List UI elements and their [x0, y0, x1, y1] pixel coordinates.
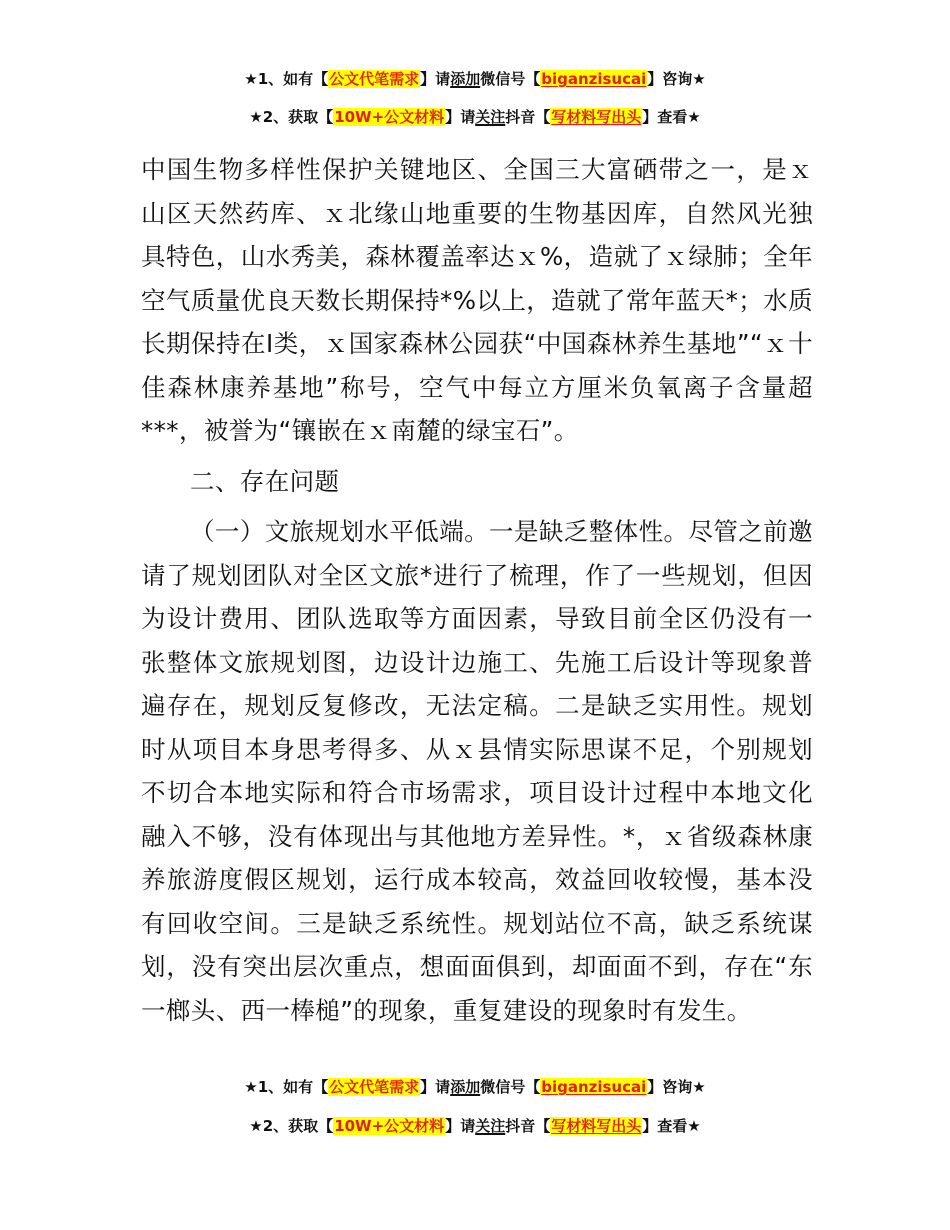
promo-suffix: 】查看★ [642, 1117, 701, 1135]
promo-suffix: 】咨询★ [647, 1078, 706, 1096]
promo-highlight-materials: 10W+公文材料 [334, 108, 445, 126]
promo-underlined-action: 添加 [450, 70, 481, 88]
promo-suffix: 】查看★ [642, 108, 701, 126]
promo-highlight-service: 公文代笔需求 [329, 1078, 420, 1096]
promo-text: 微信号【 [480, 70, 541, 88]
promo-highlight-service: 公文代笔需求 [329, 70, 420, 88]
promo-suffix: 】咨询★ [647, 70, 706, 88]
section-heading: 二、存在问题 [190, 466, 340, 496]
bottom-promo-line-1 [0, 1076, 950, 1098]
promo-prefix: ★2、获取【 [249, 1117, 334, 1135]
document-body [141, 148, 813, 1032]
promo-prefix: ★2、获取【 [249, 108, 334, 126]
bottom-promo-line-2 [0, 1115, 950, 1137]
top-promo-line-1 [0, 68, 950, 90]
promo-text: 抖音【 [505, 1117, 551, 1135]
promo-underlined-action: 添加 [450, 1078, 481, 1096]
promo-text: 抖音【 [505, 108, 551, 126]
body-paragraph: 中国生物多样性保护关键地区、全国三大富硒带之一，是ｘ山区天然药库、ｘ北缘山地重要的生物基因库，自然风光独具特色，山水秀美，森林覆盖率达ｘ%，造就了ｘ绿肺；全年空气质量优良天数长期保持*%以上，造就了常年蓝天*；水质长期保持在Ⅰ类，ｘ国家森林公园获“中国森林养生基地”“ｘ十佳森林康养基地”称号，空气中每立方厘米负氧离子含量超***，被誉为“镶嵌在ｘ南麓的绿宝石”。 [141, 155, 813, 445]
promo-underlined-action: 关注 [475, 1117, 506, 1135]
promo-prefix: ★1、如有【 [244, 70, 329, 88]
promo-text: 】请 [420, 1078, 451, 1096]
promo-text: 微信号【 [480, 1078, 541, 1096]
promo-underlined-action: 关注 [475, 108, 506, 126]
promo-wechat-id[interactable]: biganzisucai [541, 1078, 647, 1096]
promo-text: 】请 [420, 70, 451, 88]
promo-highlight-materials: 10W+公文材料 [334, 1117, 445, 1135]
top-promo-line-2 [0, 106, 950, 128]
promo-douyin-account[interactable]: 写材料写出头 [551, 108, 642, 126]
promo-wechat-id[interactable]: biganzisucai [541, 70, 647, 88]
promo-text: 】请 [445, 1117, 476, 1135]
promo-text: 】请 [445, 108, 476, 126]
body-paragraph: （一）文旅规划水平低端。一是缺乏整体性。尽管之前邀请了规划团队对全区文旅*进行了梳理，作了一些规划，但因为设计费用、团队选取等方面因素，导致目前全区仍没有一张整体文旅规划图，边设计边施工、先施工后设计等现象普遍存在，规划反复修改，无法定稿。二是缺乏实用性。规划时从项目本身思考得多、从ｘ县情实际思谋不足，个别规划不切合本地实际和符合市场需求，项目设计过程中本地文化融入不够，没有体现出与其他地方差异性。*，ｘ省级森林康养旅游度假区规划，运行成本较高，效益回收较慢，基本没有回收空间。三是缺乏系统性。规划站位不高，缺乏系统谋划，没有突出层次重点，想面面俱到，却面面不到，存在“东一榔头、西一棒槌”的现象，重复建设的现象时有发生。 [141, 517, 813, 1025]
promo-douyin-account[interactable]: 写材料写出头 [551, 1117, 642, 1135]
promo-prefix: ★1、如有【 [244, 1078, 329, 1096]
